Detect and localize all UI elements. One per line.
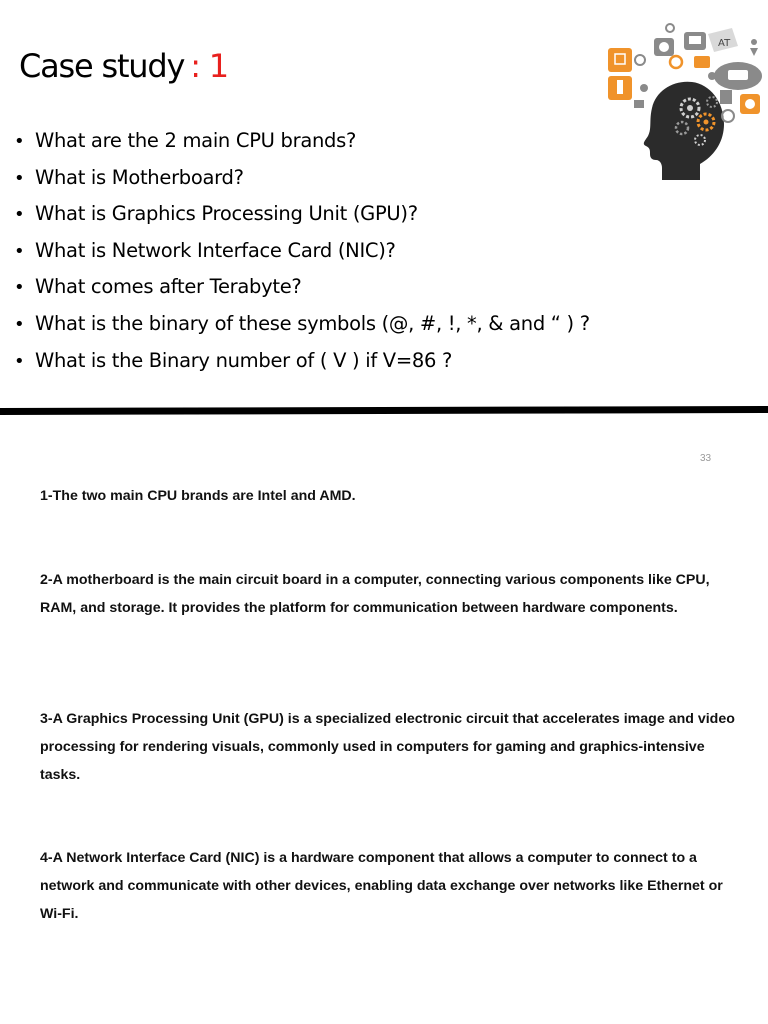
question-text: What is Graphics Processing Unit (GPU)? [35,202,418,226]
question-text: What is Motherboard? [35,165,244,189]
question-item [14,233,634,270]
slide-title [19,44,228,88]
bullet-icon: • [14,167,25,189]
slide-divider [0,406,768,415]
question-item [14,123,634,160]
bullet-icon: • [14,350,25,372]
answer-3: 3-A Graphics Processing Unit (GPU) is a specialized electronic circuit that accelerates image and video processing for rendering visuals, commonly used in computers for gaming and graphics-intensive tasks. [40,711,735,783]
slide-title-number: : 1 [190,47,228,85]
bullet-icon: • [14,204,25,226]
question-text: What is the binary of these symbols (@, #, !, *, & and “ ) ? [35,311,590,335]
question-text: What comes after Terabyte? [35,275,302,299]
question-text: What are the 2 main CPU brands? [35,129,357,152]
page-number: 33 [700,453,712,464]
answer-1: 1-The two main CPU brands are Intel and AMD. [40,488,356,504]
question-item [14,269,634,306]
question-text: What is the Binary number of ( V ) if V=86 ? [35,348,453,372]
question-list [14,123,634,379]
question-text: What is Network Interface Card (NIC)? [35,238,396,262]
answer-4: 4-A Network Interface Card (NIC) is a hardware component that allows a computer to connect to a network and communicate with other devices, enabling data exchange over networks like Ethernet or Wi-Fi. [40,850,723,922]
slide [0,0,768,408]
question-item [14,306,634,343]
svg-text:AT: AT [718,38,731,49]
answer-2: 2-A motherboard is the main circuit board in a computer, connecting various components like CPU, RAM, and storage. It provides the platform for communication between hardware components. [40,572,710,616]
question-item [14,196,634,233]
head-with-gears-icon [604,18,764,182]
bullet-icon: • [14,313,25,335]
question-item [14,160,634,197]
slide-title-text: Case study [19,47,185,85]
question-item [14,343,634,380]
bullet-icon: • [14,277,25,299]
bullet-icon: • [14,131,25,152]
bullet-icon: • [14,240,25,262]
